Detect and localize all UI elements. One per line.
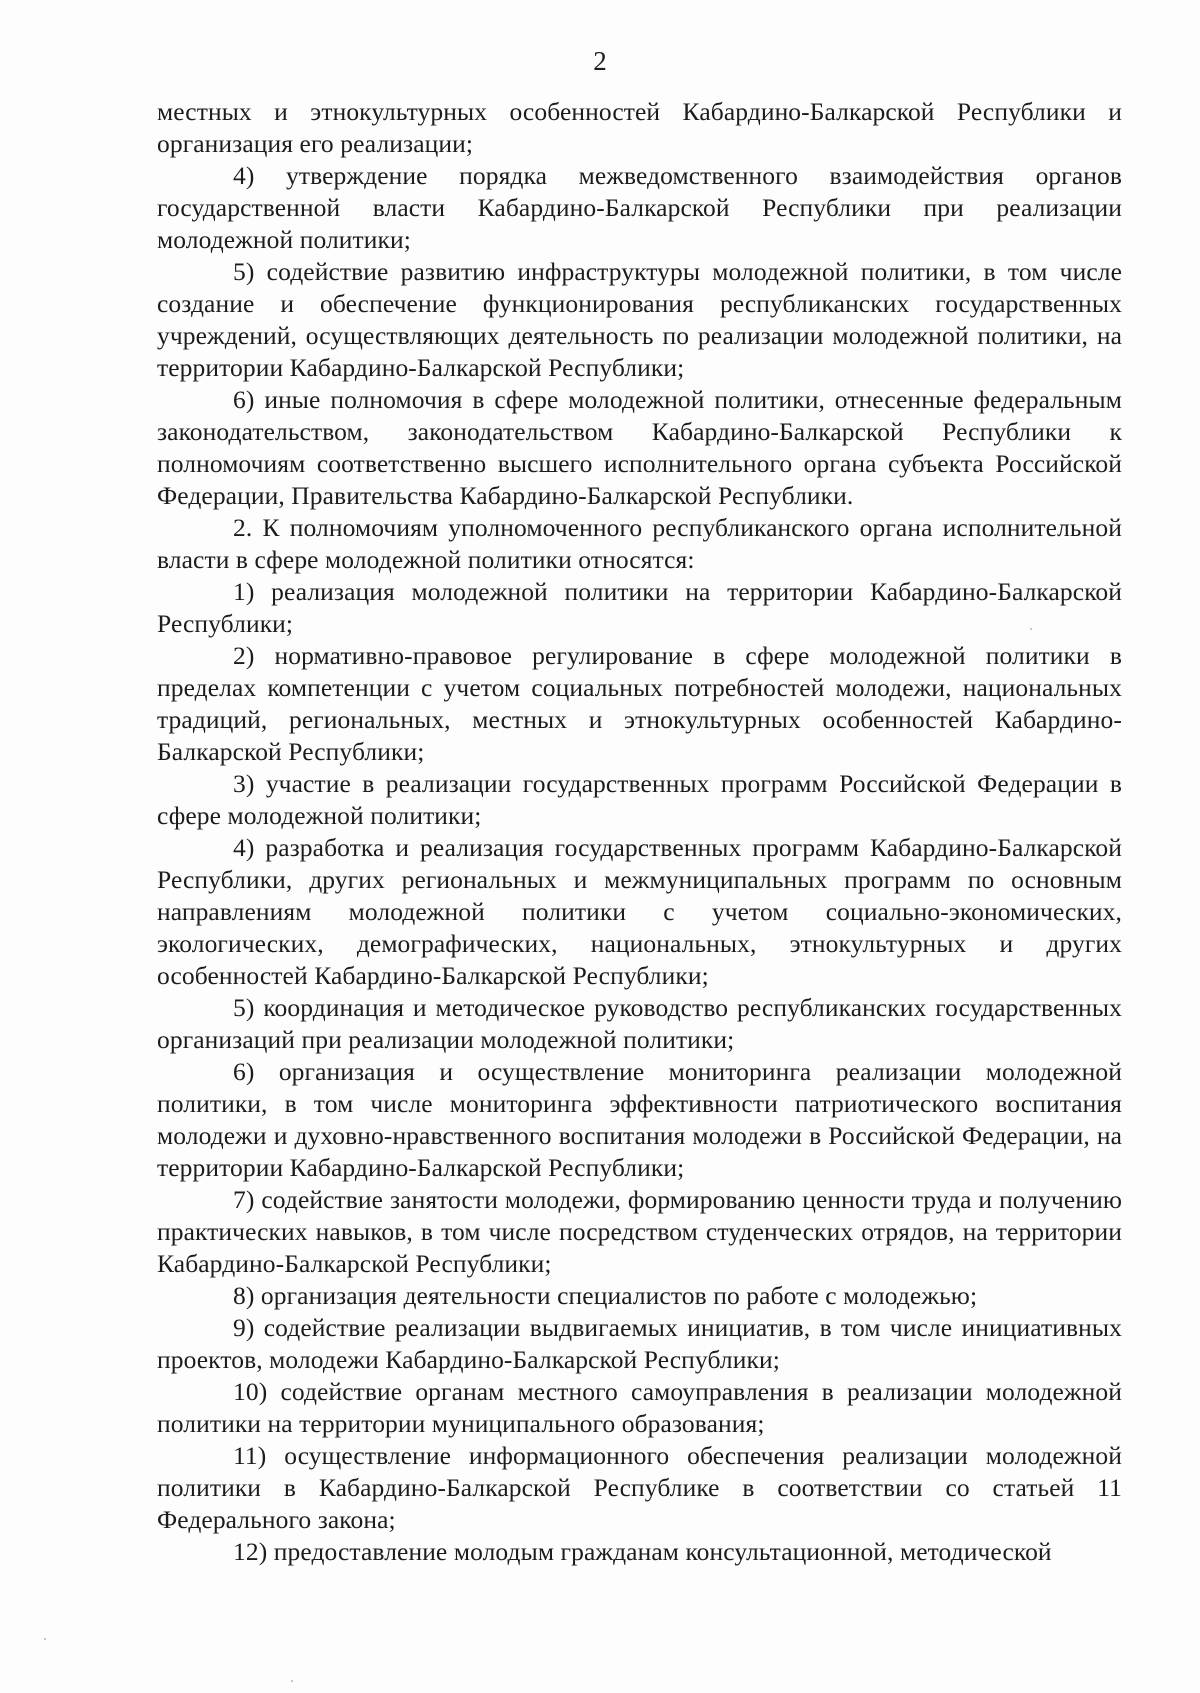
paragraph-sub-1: 1) реализация молодежной политики на территории Кабардино-Балкарской Республики; [157, 577, 1122, 638]
paragraph-sub-9: 9) содействие реализации выдвигаемых инициатив, в том числе инициативных проектов, молодежи Кабардино-Балкарской Республики; [157, 1313, 1122, 1374]
paragraph-continuation: местных и этнокультурных особенностей Кабардино-Балкарской Республики и организация его реализации; [157, 97, 1122, 158]
paragraph-sub-7: 7) содействие занятости молодежи, формированию ценности труда и получению практических навыков, в том числе посредством студенческих отрядов, на территории Кабардино-Балкарской Республики; [157, 1185, 1122, 1278]
page-number: 2 [593, 46, 607, 76]
scan-speck [291, 1680, 293, 1682]
paragraph-item-5: 5) содействие развитию инфраструктуры молодежной политики, в том числе создание и обеспечение функционирования республиканских государственных учреждений, осуществляющих деятельность по реализации молодежной политики, на территории Кабардино-Балкарской Республики; [157, 257, 1122, 382]
paragraph-sub-10: 10) содействие органам местного самоуправления в реализации молодежной политики на территории муниципального образования; [157, 1377, 1122, 1438]
document-body [157, 96, 1122, 1568]
paragraph-sub-6: 6) организация и осуществление мониторинга реализации молодежной политики, в том числе мониторинга эффективности патриотического воспитания молодежи и духовно-нравственного воспитания молодежи в Российской Федерации, на территории Кабардино-Балкарской Республики; [157, 1057, 1122, 1182]
paragraph-sub-8: 8) организация деятельности специалистов по работе с молодежью; [233, 1281, 978, 1310]
paragraph-sub-5: 5) координация и методическое руководство республиканских государственных организаций при реализации молодежной политики; [157, 993, 1122, 1054]
scan-speck [44, 1638, 46, 1640]
paragraph-sub-11: 11) осуществление информационного обеспечения реализации молодежной политики в Кабардино-Балкарской Республике в соответствии со статьей 11 Федерального закона; [157, 1441, 1122, 1534]
paragraph-sub-2: 2) нормативно-правовое регулирование в сфере молодежной политики в пределах компетенции с учетом социальных потребностей молодежи, национальных традиций, региональных, местных и этнокультурных особенностей Кабардино-Балкарской Республики; [157, 641, 1122, 766]
paragraph-sub-4: 4) разработка и реализация государственных программ Кабардино-Балкарской Республики, других региональных и межмуниципальных программ по основным направлениям молодежной политики с учетом социально-экономических, экологических, демографических, национальных, этнокультурных и других особенностей Кабардино-Балкарской Республики; [157, 833, 1122, 990]
scan-speck [1030, 628, 1032, 630]
paragraph-item-4: 4) утверждение порядка межведомственного взаимодействия органов государственной власти Кабардино-Балкарской Республики при реализации молодежной политики; [157, 161, 1122, 254]
paragraph-section-2: 2. К полномочиям уполномоченного республиканского органа исполнительной власти в сфере молодежной политики относятся: [157, 513, 1122, 574]
paragraph-sub-12: 12) предоставление молодым гражданам консультационной, методической [233, 1537, 1052, 1566]
paragraph-item-6: 6) иные полномочия в сфере молодежной политики, отнесенные федеральным законодательством, законодательством Кабардино-Балкарской Республики к полномочиям соответственно высшего исполнительного органа субъекта Российской Федерации, Правительства Кабардино-Балкарской Республики. [157, 385, 1122, 510]
paragraph-sub-3: 3) участие в реализации государственных программ Российской Федерации в сфере молодежной политики; [157, 769, 1122, 830]
